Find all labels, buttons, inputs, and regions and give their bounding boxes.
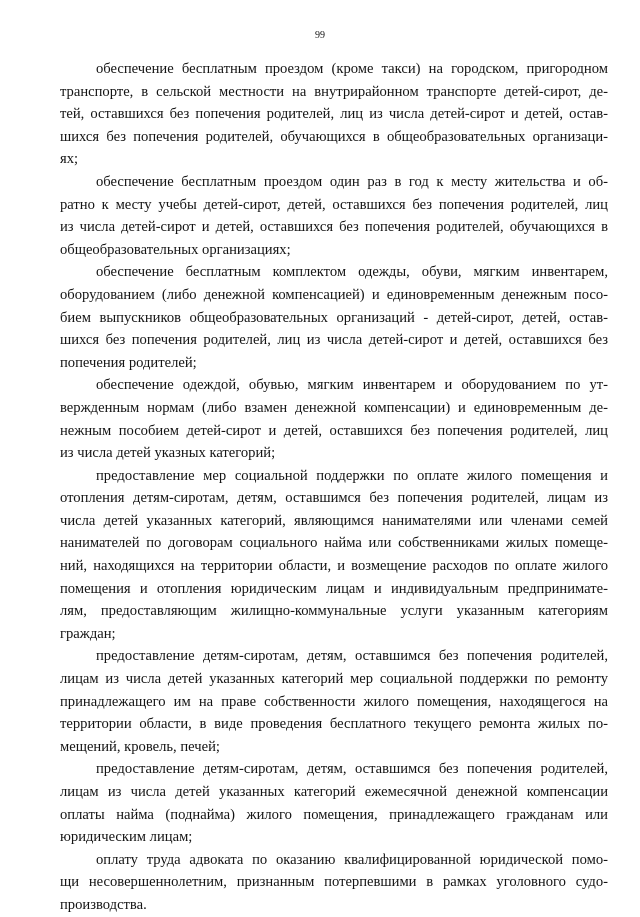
- paragraph-line: обеспечение одеждой, обувью, мягким инвентарем и оборудованием по ут-: [96, 377, 608, 394]
- paragraph-line: бием выпускников общеобразовательных организаций - детей-сирот, детей, остав-: [60, 309, 608, 326]
- paragraph-line: оборудованием (либо денежной компенсацией) и единовременным денежным посо-: [60, 286, 608, 303]
- paragraph-line: принадлежащего им на праве собственности жилого помещения, находящегося на: [60, 693, 608, 710]
- paragraph-line: транспорте, в сельской местности на внутрирайонном транспорте детей-сирот, де-: [60, 83, 608, 100]
- paragraph-line: ний, находящихся на территории области, и возмещение расходов по оплате жилого: [60, 558, 608, 575]
- paragraph-line: предоставление мер социальной поддержки по оплате жилого помещения и: [96, 467, 608, 484]
- paragraph-line: предоставление детям-сиротам, детям, оставшимся без попечения родителей,: [96, 761, 608, 778]
- page-number: 99: [315, 30, 325, 41]
- paragraph-line: числа детей указанных категорий, являющимся нанимателями или членами семей: [60, 512, 608, 529]
- paragraph: [60, 758, 608, 848]
- paragraph-line: из числа детей указных категорий;: [60, 445, 276, 462]
- document-body: [60, 58, 608, 917]
- paragraph-line: лям, предоставляющим жилищно-коммунальные услуги указанным категориям: [60, 603, 608, 620]
- paragraph-line: щи несовершеннолетним, признанным потерпевшими в рамках уголовного судо-: [60, 874, 608, 891]
- paragraph-line: ях;: [60, 151, 79, 168]
- paragraph-line: юридическим лицам;: [60, 829, 193, 846]
- paragraph-line: лицам из числа детей указанных категорий мер социальной поддержки по ремонту: [60, 671, 608, 688]
- paragraph: [60, 645, 608, 758]
- paragraph-line: шихся без попечения родителей, обучающихся в общеобразовательных организаци-: [60, 128, 608, 145]
- paragraph-line: оплаты найма (поднайма) жилого помещения, принадлежащего гражданам или: [60, 806, 608, 823]
- paragraph: [60, 465, 608, 646]
- paragraph-line: нежным пособием детей-сирот и детей, оставшихся без попечения родителей, лиц: [60, 422, 608, 439]
- paragraph-line: оплату труда адвоката по оказанию квалифицированной юридической помо-: [96, 851, 608, 868]
- paragraph-line: предоставление детям-сиротам, детям, оставшимся без попечения родителей,: [96, 648, 608, 665]
- paragraph-line: граждан;: [60, 625, 116, 642]
- paragraph-line: лицам из числа детей указанных категорий ежемесячной денежной компенсации: [60, 784, 608, 800]
- paragraph: [60, 261, 608, 374]
- paragraph: [60, 171, 608, 261]
- paragraph: [60, 849, 608, 917]
- paragraph-line: из числа детей-сирот и детей, оставшихся без попечения родителей, обучающихся в: [60, 219, 608, 236]
- paragraph-line: отопления детям-сиротам, детям, оставшимся без попечения родителей, лицам из: [60, 490, 608, 507]
- paragraph-line: производства.: [60, 896, 147, 913]
- paragraph-line: вержденным нормам (либо взамен денежной компенсации) и единовременным де-: [60, 399, 608, 416]
- paragraph-line: обеспечение бесплатным проездом (кроме такси) на городском, пригородном: [96, 61, 608, 77]
- paragraph-line: попечения родителей;: [60, 354, 197, 371]
- paragraph-line: общеобразовательных организациях;: [60, 241, 291, 258]
- paragraph: [60, 58, 608, 171]
- paragraph: [60, 374, 608, 464]
- paragraph-line: обеспечение бесплатным комплектом одежды, обуви, мягким инвентарем,: [96, 264, 608, 281]
- paragraph-line: обеспечение бесплатным проездом один раз в год к месту жительства и об-: [96, 173, 608, 190]
- paragraph-line: нанимателей по договорам социального найма или собственниками жилых помеще-: [60, 535, 608, 552]
- paragraph-line: мещений, кровель, печей;: [60, 738, 220, 755]
- paragraph-line: шихся без попечения родителей, лиц из числа детей-сирот и детей, оставшихся без: [60, 332, 608, 349]
- paragraph-line: тей, оставшихся без попечения родителей, лиц из числа детей-сирот и детей, остав-: [60, 106, 608, 123]
- paragraph-line: ратно к месту учебы детей-сирот, детей, оставшихся без попечения родителей, лиц: [60, 196, 608, 213]
- paragraph-line: территории области, в виде проведения бесплатного текущего ремонта жилых по-: [60, 716, 608, 733]
- paragraph-line: помещения и отопления юридическим лицам и индивидуальным предпринимате-: [60, 580, 608, 597]
